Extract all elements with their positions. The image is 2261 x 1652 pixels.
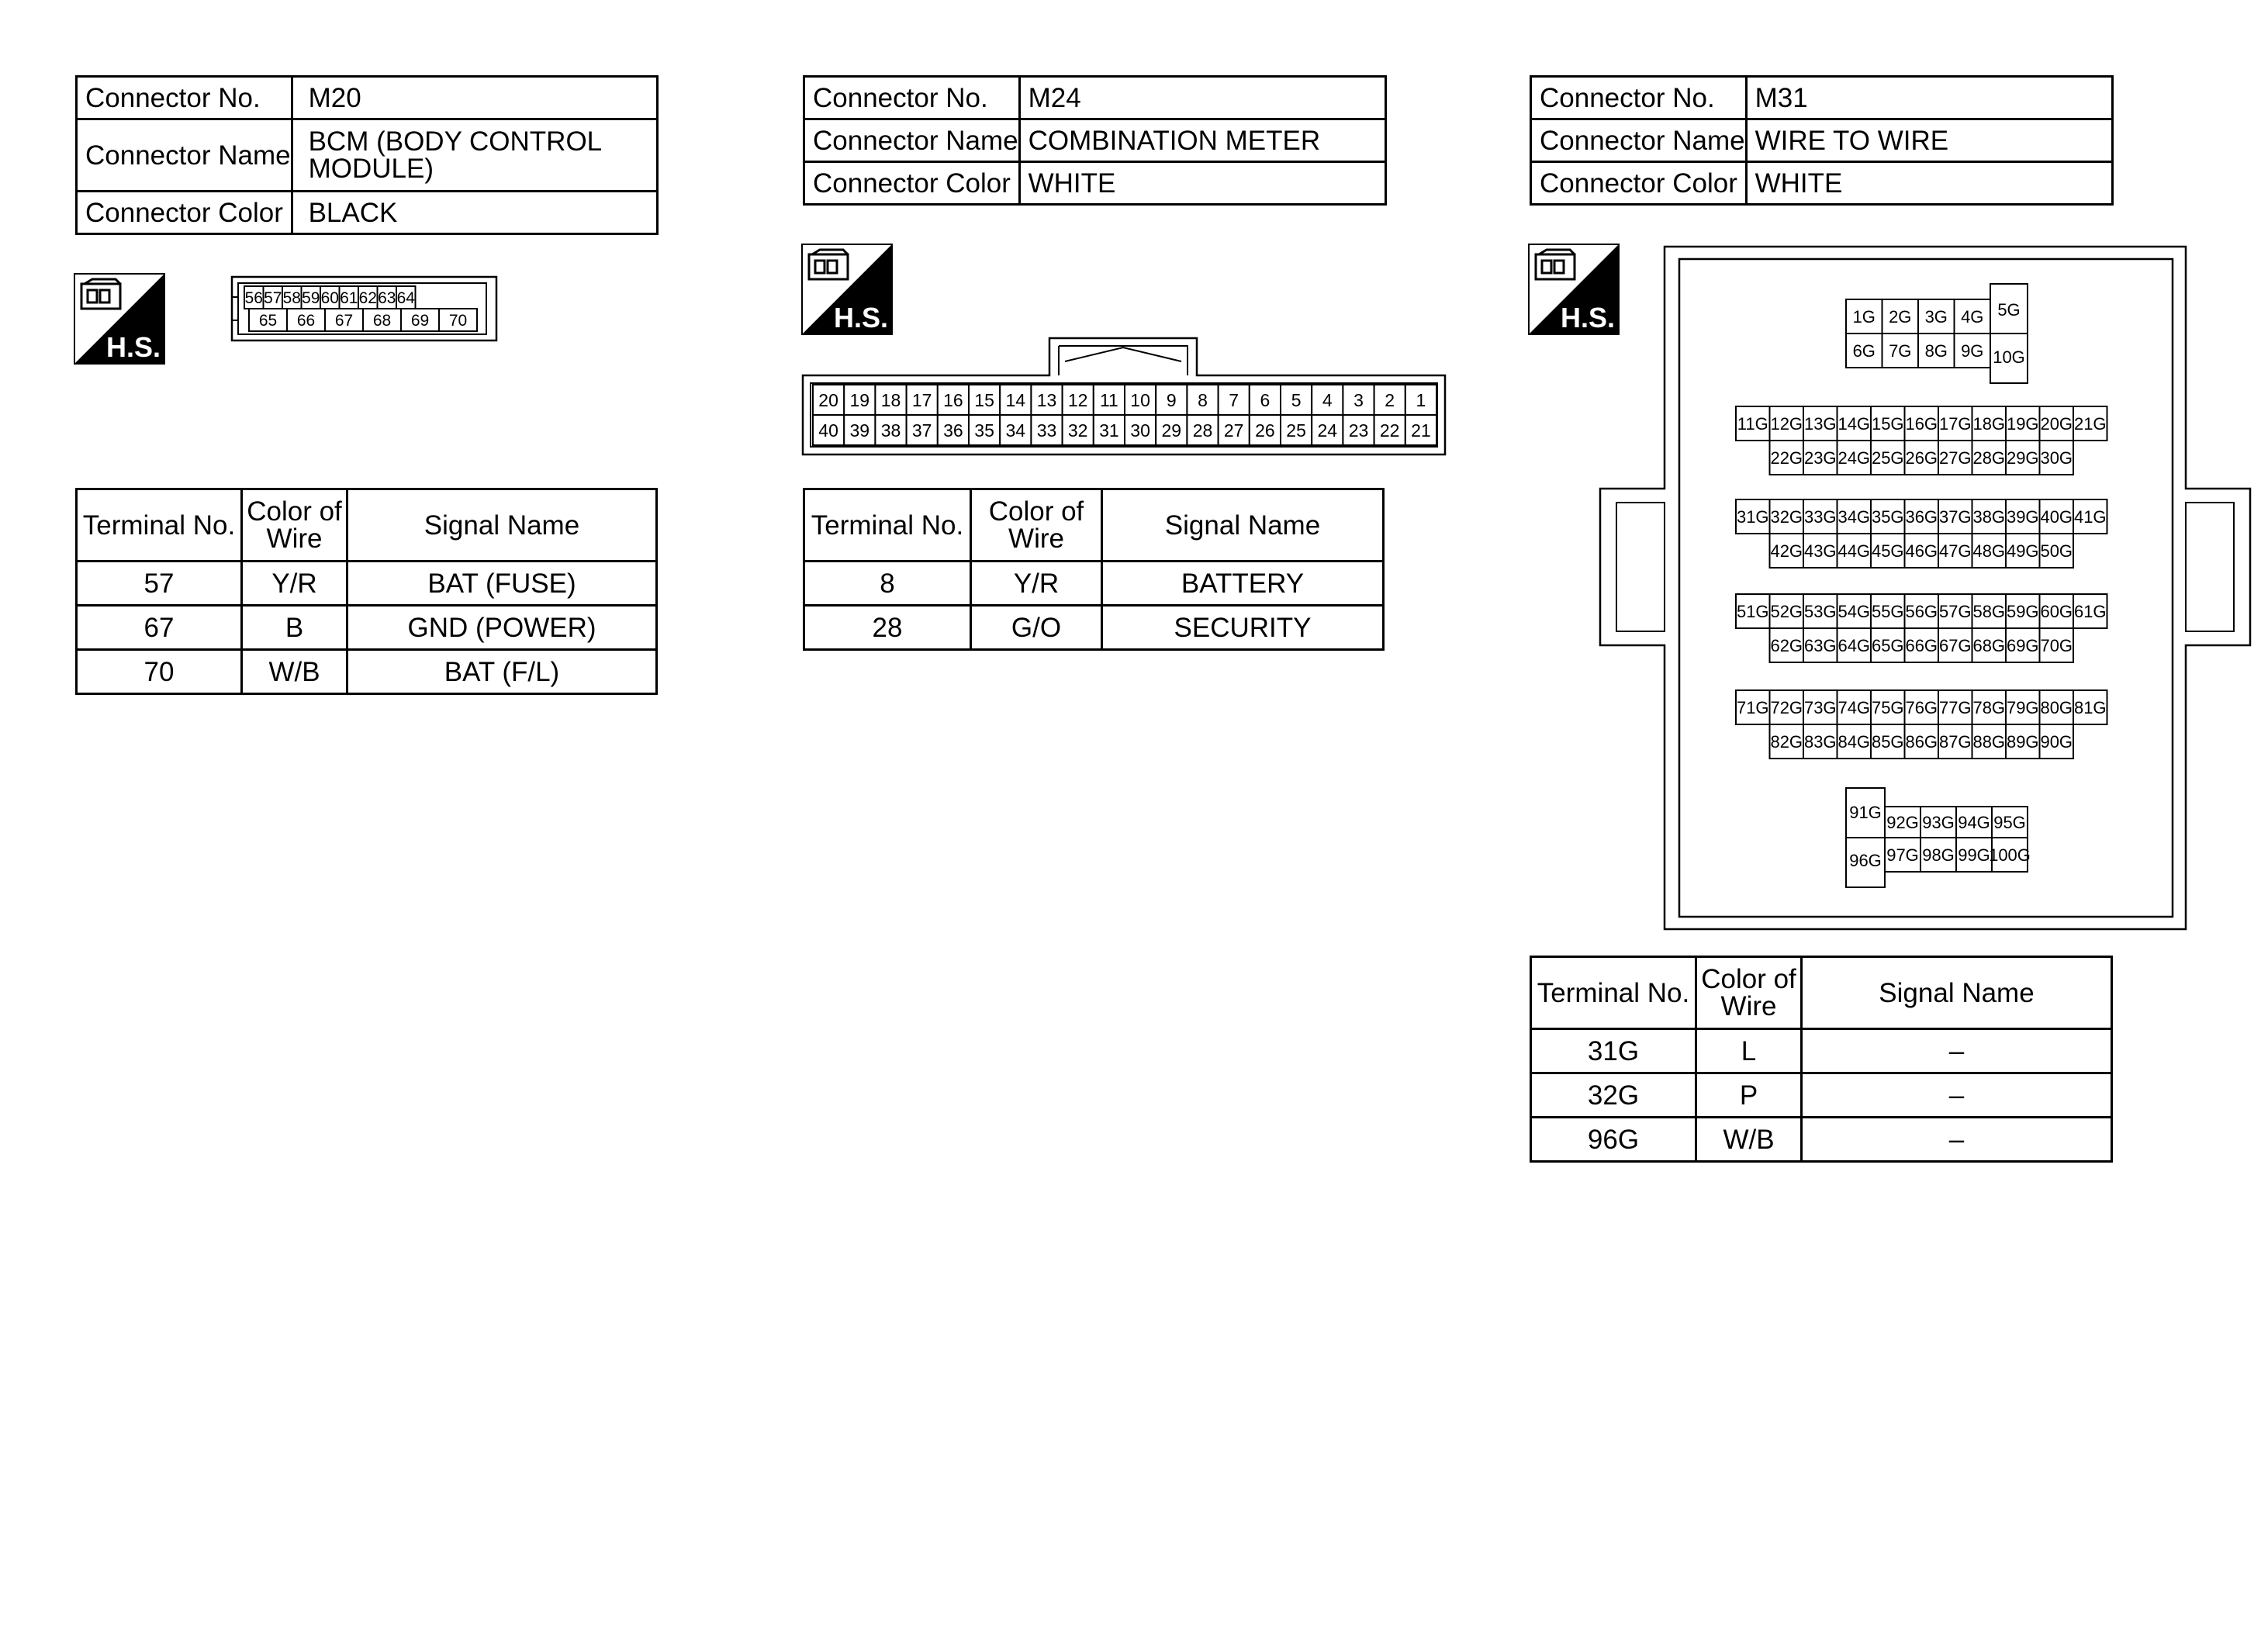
terminal-no-cell: 31G [1531,1029,1696,1073]
pin-label: 23G [1803,448,1837,468]
pin-label: 12 [1067,389,1088,410]
pin-label: 67 [334,312,354,330]
pin-label: 92G [1886,812,1919,832]
connector-name-value: WIRE TO WIRE [1746,119,2112,162]
pin-label: 58G [1972,601,2006,621]
connector-name-line2: MODULE) [308,154,434,184]
pin-label: 59 [302,289,320,308]
housing-outline [1616,503,1665,631]
pin-label: 1G [1852,306,1876,327]
pin-label: 38 [880,420,901,441]
pin-label: 5 [1291,389,1302,410]
pin-label: 10 [1130,389,1150,410]
pin-label: 25G [1871,448,1904,468]
terminal-no-header: Terminal No. [1531,957,1696,1029]
signal-name-cell: GND (POWER) [347,606,657,650]
pin-label: 88G [1972,731,2006,752]
hs-label: H.S. [834,302,889,334]
pin-label: 94G [1958,812,1990,832]
pin-label: 9 [1166,389,1177,410]
wire-color-cell: Y/R [242,562,347,606]
pin-label: 65 [258,312,278,330]
terminal-no-header: Terminal No. [77,489,242,562]
wire-color-cell: B [242,606,347,650]
connector-no-value: M24 [1019,77,1385,119]
signal-name-header: Signal Name [347,489,657,562]
pin-label: 35 [974,420,994,441]
pin-label: 79G [2006,697,2039,717]
table-row [804,606,1384,650]
pin-label: 24 [1317,420,1338,441]
table-row [77,606,657,650]
pin-label: 96G [1849,851,1882,870]
pin-label: 31G [1736,506,1769,527]
pin-label: 98G [1922,845,1955,865]
pin-label: 68G [1972,635,2006,655]
pin-label: 15G [1871,413,1904,434]
pin-label: 28 [1192,420,1213,441]
pin-label: 56 [244,289,263,308]
pin-label: 18G [1972,413,2006,434]
pin-label: 55G [1871,601,1904,621]
pin-label: 34 [1005,420,1026,441]
pin-label: 89G [2006,731,2039,752]
pin-label: 2G [1889,306,1912,327]
wire-color-cell: P [1696,1073,1802,1118]
pin-label: 52G [1770,601,1803,621]
pin-label: 23 [1348,420,1369,441]
pin-label: 14 [1005,389,1026,410]
pin-label: 100G [1989,845,2031,865]
pin-label: 8G [1924,340,1948,361]
pin-label: 62G [1770,635,1803,655]
pin-label: 34G [1837,506,1871,527]
connector-color-label: Connector Color [77,192,292,234]
pin-label: 93G [1922,812,1955,832]
pin-label: 86G [1905,731,1938,752]
pin-label: 36G [1905,506,1938,527]
pin-label: 53G [1803,601,1837,621]
pin-label: 51G [1736,601,1769,621]
connector-info-table-m20 [75,75,659,235]
pin-label: 99G [1958,845,1990,865]
pin-label: 58 [282,289,301,308]
signal-name-cell: – [1802,1029,2112,1073]
pin-label: 8 [1198,389,1208,410]
connector-face-m31 [1594,244,2253,934]
pin-label: 11 [1099,389,1118,410]
pin-label: 13G [1803,413,1837,434]
pin-label: 74G [1837,697,1871,717]
table-row [804,562,1384,606]
terminal-no-header: Terminal No. [804,489,971,562]
pin-label: 57G [1938,601,1972,621]
pin-label: 63 [378,289,396,308]
pin-label: 22G [1770,448,1803,468]
pin-label: 61G [2073,601,2107,621]
pin-label: 35G [1871,506,1904,527]
wire-color-cell: G/O [971,606,1102,650]
pin-label: 69G [2006,635,2039,655]
terminal-table-m20 [75,488,658,695]
pin-label: 11G [1737,413,1768,434]
pin-label: 73G [1803,697,1837,717]
pin-label: 25 [1286,420,1306,441]
pin-label: 81G [2073,697,2107,717]
pin-label: 18 [880,389,901,410]
pin-label: 62 [358,289,377,308]
pin-label: 85G [1871,731,1904,752]
pin-label: 24G [1837,448,1871,468]
pin-label: 1 [1416,389,1426,410]
signal-name-cell: BAT (F/L) [347,650,657,694]
housing-outline [2186,503,2234,631]
pin-label: 33 [1036,420,1057,441]
pin-label: 32 [1067,420,1088,441]
pin-label: 21G [2073,413,2107,434]
pin-label: 21 [1411,420,1431,441]
pin-label: 27 [1223,420,1244,441]
pin-label: 27G [1938,448,1972,468]
pin-label: 49G [2006,541,2039,561]
pin-label: 5G [1997,300,2021,320]
pin-label: 66G [1905,635,1938,655]
pin-label: 19 [849,389,870,410]
pin-label: 57 [264,289,282,308]
color-of-wire-header: Color of Wire [971,489,1102,562]
pin-label: 78G [1972,697,2006,717]
pin-label: 16 [943,389,963,410]
pin-label: 91G [1849,803,1882,822]
pin-label: 60 [320,289,339,308]
connector-name-label: Connector Name [77,119,292,192]
hs-label: H.S. [106,331,161,363]
pin-label: 40 [818,420,838,441]
connector-color-value: BLACK [292,192,657,234]
pin-label: 64 [396,289,415,308]
pin-label: 43G [1803,541,1837,561]
wire-color-cell: W/B [1696,1118,1802,1162]
wire-color-cell: Y/R [971,562,1102,606]
connector-color-value: WHITE [1746,162,2112,205]
pin-label: 41G [2073,506,2107,527]
color-of-wire-header: Color of Wire [1696,957,1802,1029]
pin-label: 97G [1886,845,1919,865]
color-of-wire-header: Color of Wire [242,489,347,562]
pin-label: 29G [2006,448,2039,468]
pin-label: 48G [1972,541,2006,561]
connector-name-value: COMBINATION METER [1019,119,1385,162]
pin-label: 95G [1993,812,2026,832]
housing-outline [1059,346,1188,375]
pin-label: 80G [2040,697,2073,717]
pin-label: 15 [974,389,994,410]
signal-name-cell: BAT (FUSE) [347,562,657,606]
pin-label: 44G [1837,541,1871,561]
connector-name-label: Connector Name [1531,119,1747,162]
pin-label: 72G [1770,697,1803,717]
pin-label: 40G [2040,506,2073,527]
pin-label: 42G [1770,541,1803,561]
pin-label: 26G [1905,448,1938,468]
pin-label: 47G [1938,541,1972,561]
terminal-no-cell: 96G [1531,1118,1696,1162]
pin-label: 4G [1961,306,1984,327]
pin-label: 28G [1972,448,2006,468]
pin-label: 32G [1770,506,1803,527]
pin-label: 87G [1938,731,1972,752]
pin-label: 17G [1938,413,1972,434]
pin-label: 10G [1993,347,2025,367]
pin-label: 66 [296,312,316,330]
pin-label: 67G [1938,635,1972,655]
terminal-no-cell: 67 [77,606,242,650]
terminal-table-m24 [803,488,1385,651]
pin-label: 90G [2040,731,2073,752]
hs-icon-m24 [801,244,894,337]
wire-color-cell: L [1696,1029,1802,1073]
pin-label: 6G [1852,340,1876,361]
pin-label: 77G [1938,697,1972,717]
signal-name-cell: SECURITY [1102,606,1384,650]
pin-label: 70 [448,312,468,330]
connector-no-value: M31 [1746,77,2112,119]
pin-label: 76G [1905,697,1938,717]
pin-label: 71G [1736,697,1769,717]
table-row [1531,1073,2112,1118]
pin-label: 31 [1099,420,1119,441]
pin-label: 17 [911,389,932,410]
wire-color-cell: W/B [242,650,347,694]
connector-face-m24 [801,335,1453,459]
connector-info-table-m31 [1530,75,2114,206]
pin-label: 63G [1803,635,1837,655]
hs-icon-m20 [74,273,167,366]
signal-name-cell: – [1802,1073,2112,1118]
pin-label: 13 [1036,389,1057,410]
pin-label: 75G [1871,697,1904,717]
pin-label: 29 [1161,420,1182,441]
connector-color-label: Connector Color [1531,162,1747,205]
pin-label: 39 [849,420,870,441]
pin-label: 6 [1260,389,1271,410]
connector-color-label: Connector Color [804,162,1020,205]
terminal-no-cell: 57 [77,562,242,606]
connector-face-m20 [230,275,498,342]
hs-label: H.S. [1561,302,1616,334]
pin-label: 30G [2040,448,2073,468]
connector-no-label: Connector No. [1531,77,1747,119]
pin-label: 37 [911,420,932,441]
terminal-table-m31 [1530,956,2113,1163]
pin-label: 64G [1837,635,1871,655]
terminal-no-cell: 8 [804,562,971,606]
pin-label: 54G [1837,601,1871,621]
pin-label: 26 [1255,420,1275,441]
pin-label: 68 [372,312,392,330]
pin-label: 38G [1972,506,2006,527]
pin-label: 69 [410,312,430,330]
terminal-no-cell: 28 [804,606,971,650]
terminal-no-cell: 70 [77,650,242,694]
signal-name-header: Signal Name [1802,957,2112,1029]
pin-label: 14G [1837,413,1871,434]
pin-label: 3 [1353,389,1364,410]
pin-label: 12G [1770,413,1803,434]
pin-label: 7G [1889,340,1912,361]
table-row [77,650,657,694]
connector-name-label: Connector Name [804,119,1020,162]
pin-label: 60G [2040,601,2073,621]
pin-label: 39G [2006,506,2039,527]
connector-name-line1: BCM (BODY CONTROL [308,126,603,157]
pin-label: 4 [1322,389,1333,410]
pin-label: 22 [1379,420,1400,441]
pin-label: 36 [943,420,963,441]
pin-label: 45G [1871,541,1904,561]
pin-label: 50G [2040,541,2073,561]
pin-label: 83G [1803,731,1837,752]
connector-no-label: Connector No. [77,77,292,119]
table-row [1531,1118,2112,1162]
terminal-no-cell: 32G [1531,1073,1696,1118]
signal-name-header: Signal Name [1102,489,1384,562]
pin-label: 9G [1961,340,1984,361]
pin-label: 46G [1905,541,1938,561]
pin-label: 3G [1924,306,1948,327]
pin-label: 59G [2006,601,2039,621]
table-row [1531,1029,2112,1073]
pin-label: 20 [818,389,838,410]
pin-label: 30 [1130,420,1150,441]
pin-label: 20G [2040,413,2073,434]
pin-label: 84G [1837,731,1871,752]
pin-label: 56G [1905,601,1938,621]
signal-name-cell: – [1802,1118,2112,1162]
pin-label: 61 [340,289,358,308]
pin-label: 7 [1229,389,1239,410]
connector-name-value [292,119,657,192]
signal-name-cell: BATTERY [1102,562,1384,606]
connector-info-table-m24 [803,75,1387,206]
pin-label: 37G [1938,506,1972,527]
pin-label: 82G [1770,731,1803,752]
housing-outline [1065,347,1181,361]
pin-label: 16G [1905,413,1938,434]
pin-label: 2 [1385,389,1395,410]
pin-label: 33G [1803,506,1837,527]
pin-label: 70G [2040,635,2073,655]
connector-color-value: WHITE [1019,162,1385,205]
connector-no-value: M20 [292,77,657,119]
table-row [77,562,657,606]
connector-no-label: Connector No. [804,77,1020,119]
pin-label: 19G [2006,413,2039,434]
pin-label: 65G [1871,635,1904,655]
